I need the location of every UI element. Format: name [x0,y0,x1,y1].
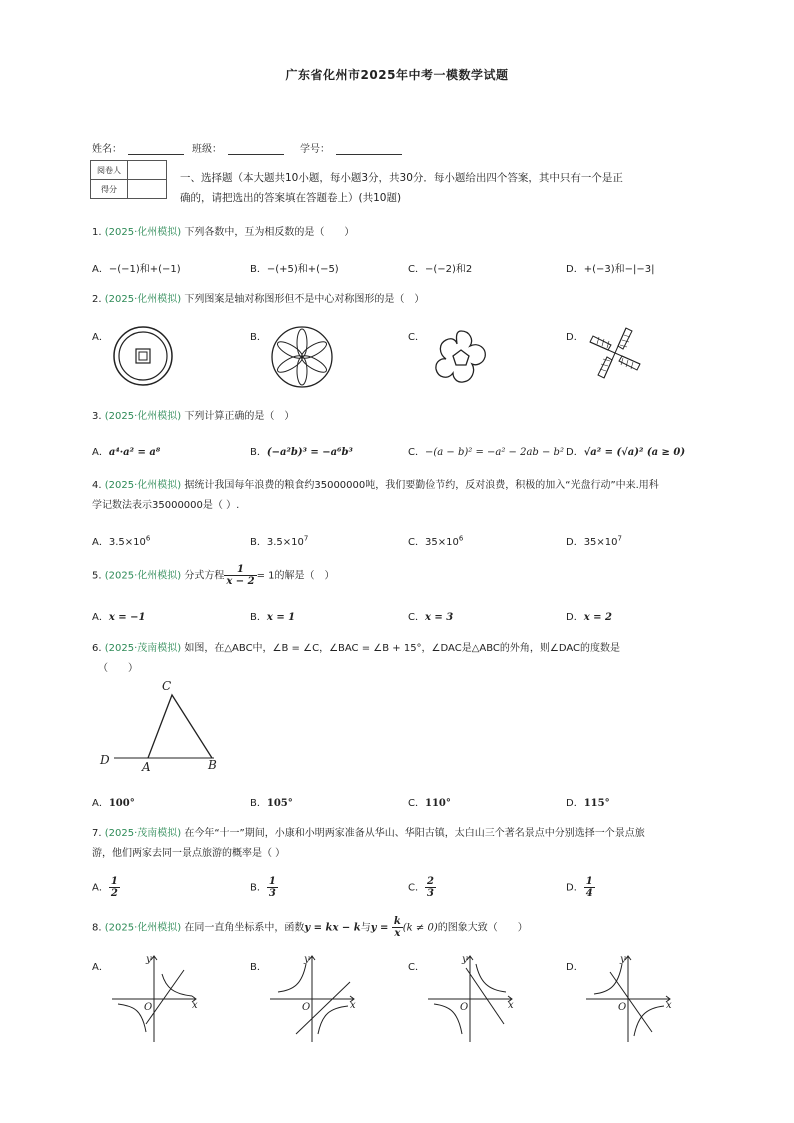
svg-text:O: O [144,1002,153,1013]
question-stem-line-1: 据统计我国每年浪费的粮食约35000000吨，我们要勤俭节约，反对浪费，积极的加入“光盘行动”中来.用科 [184,480,659,491]
q4-option-b[interactable]: B．$3.5\times 10^7$ [250,534,309,548]
q6-option-a[interactable]: A．100° [92,798,135,809]
q8-option-d[interactable]: D． [566,962,584,973]
question-number: 7. [92,828,102,839]
question-number: 3. [92,411,102,422]
q6-option-b[interactable]: B．105° [250,798,293,809]
q3-option-b[interactable]: B．(−a²b)³ = −a⁶b³ [250,447,353,458]
question-source: (2025·化州模拟) [104,227,182,238]
question-source: (2025·化州模拟) [104,411,182,422]
q4-option-a[interactable]: A．$3.5\times 10^6$ [92,534,151,548]
q7-option-d[interactable]: D． $\frac{1}{4}$ [566,876,593,899]
q1-option-a[interactable]: A．−(−1)和+(−1) [92,264,181,275]
svg-text:y: y [304,954,310,965]
q8-option-b[interactable]: B． [250,962,267,973]
q6-option-c[interactable]: C．110° [408,798,451,809]
question-stem-post: = 1的解是（ ） [256,570,335,582]
svg-text:x: x [192,1000,198,1011]
number-label: 学号： [300,144,330,155]
graph-b [268,952,360,1044]
option-math: (−a²b)³ = −a⁶b³ [266,447,353,458]
question-7 [92,824,692,864]
q1-option-d[interactable]: D．+(−3)和−|−3| [566,264,655,275]
q2-option-c[interactable]: C． [408,332,425,343]
option-math: √a² = (√a)² (a ≥ 0) [583,447,686,458]
question-stem-line-2: 游，他们两家去同一景点旅游的概率是（ ） [92,848,286,859]
q3-option-c[interactable]: C．−(a − b)² = −a² − 2ab − b² [408,447,564,458]
q5-option-b[interactable]: B．x = 1 [250,612,296,623]
q2-option-d[interactable]: D． [566,332,584,343]
question-8: 8. (2025·化州模拟) 在同一直角坐标系中，函数y = kx − k与y = $\frac{k}{x}$ (k ≠ 0)的图象大致（ ） [92,916,528,939]
option-math: −(a − b)² = −a² − 2ab − b² [424,447,564,458]
reviewer-value[interactable] [128,161,167,180]
q3-option-d[interactable]: D．√a² = (√a)² (a ≥ 0) [566,447,686,458]
section-line-2: 确的，请把选出的答案填在答题卷上）(共10题) [180,192,402,204]
q6-option-d[interactable]: D．115° [566,798,610,809]
question-4 [92,476,692,516]
question-6 [92,639,692,679]
name-field[interactable] [92,140,184,155]
question-source: (2025·化州模拟) [104,922,182,934]
score-cell: 得分 [91,180,128,199]
question-stem-line-1: 如图，在△ABC中，∠B = ∠C，∠BAC = ∠B + 15°，∠DAC是△ABC的外角，则∠DAC的度数是 [184,643,621,654]
q4-option-d[interactable]: D．$35\times 10^7$ [566,534,622,548]
page-title: 广东省化州市2025年中考一模数学试题 [285,68,509,82]
question-stem: 下列各数中，互为相反数的是（ ） [184,227,355,238]
graph-d [584,952,676,1044]
svg-text:O: O [618,1002,627,1013]
plum-blossom-figure [430,326,492,388]
question-stem: 下列图案是轴对称图形但不是中心对称图形的是（ ） [184,294,425,305]
vertex-label-a: A [142,760,151,774]
question-source: (2025·化州模拟) [104,570,182,582]
graph-a [110,952,202,1044]
score-table [90,160,167,199]
q1-option-b[interactable]: B．−(+5)和+(−5) [250,264,339,275]
question-stem-line-1: 在今年“十一”期间，小康和小明两家准备从华山、华阳古镇，太白山三个著名景点中分别选择一个景点旅 [184,828,645,839]
question-stem-pre: 在同一直角坐标系中，函数 [184,922,305,934]
q5-option-d[interactable]: D．x = 2 [566,612,612,623]
q7-option-b[interactable]: B． $\frac{1}{3}$ [250,876,276,899]
q5-option-c[interactable]: C．x = 3 [408,612,454,623]
q8-option-c[interactable]: C． [408,962,425,973]
q7-option-a[interactable]: A． $\frac{1}{2}$ [92,876,118,899]
question-stem-line-2: 学记数法表示35000000是（ ）. [92,500,240,511]
coin-figure [112,325,174,387]
vertex-label-d: D [100,753,110,767]
q8-option-a[interactable]: A． [92,962,109,973]
name-label: 姓名： [92,144,122,155]
vertex-label-b: B [208,758,217,772]
question-number: 5. [92,570,102,582]
svg-text:x: x [350,1000,356,1011]
question-stem-line-2: （ ） [98,663,138,674]
svg-text:x: x [666,1000,672,1011]
vertex-label-c: C [162,679,172,693]
question-number: 6. [92,643,102,654]
question-3 [92,407,692,427]
q3-option-a[interactable]: A．a⁴·a² = a⁸ [92,447,161,458]
question-1 [92,223,692,243]
class-field[interactable] [192,140,284,155]
question-5 [92,564,692,587]
question-2 [92,290,692,310]
svg-text:O: O [460,1002,469,1013]
question-number: 4. [92,480,102,491]
question-source: (2025·茂南模拟) [104,643,182,654]
question-number: 1. [92,227,102,238]
question-stem-pre: 分式方程 [184,570,225,582]
section-line-1: 一、选择题（本大题共10小题，每小题3分，共30分．每小题给出四个答案，其中只有一个是正 [180,172,623,184]
student-number-field[interactable] [300,140,402,155]
q5-option-a[interactable]: A．x = −1 [92,612,146,623]
class-label: 班级： [192,144,222,155]
question-source: (2025·化州模拟) [104,480,182,491]
option-math: a⁴·a² = a⁸ [108,447,161,458]
section-header [180,168,630,208]
q4-option-c[interactable]: C．$35\times 10^6$ [408,534,464,548]
svg-text:y: y [620,954,626,965]
q7-option-c[interactable]: C． $\frac{2}{3}$ [408,876,434,899]
svg-text:x: x [508,1000,514,1011]
q2-option-a[interactable]: A． [92,332,109,343]
equation-fraction: $\frac{1}{x - 2}$ [226,564,255,587]
svg-text:y: y [462,954,468,965]
q2-option-b[interactable]: B． [250,332,267,343]
question-stem: 下列计算正确的是（ ） [184,411,295,422]
windmill-figure [588,326,642,380]
flower-circle-figure [270,325,334,389]
triangle-figure [96,678,226,776]
q1-option-c[interactable]: C．−(−2)和2 [408,264,473,275]
question-source: (2025·化州模拟) [104,294,182,305]
reviewer-cell: 阅卷人 [91,161,128,180]
question-source: (2025·茂南模拟) [104,828,182,839]
question-number: 8. [92,922,102,934]
question-number: 2. [92,294,102,305]
graph-c [426,952,518,1044]
svg-text:O: O [302,1002,311,1013]
svg-text:y: y [146,954,152,965]
score-value[interactable] [128,180,167,199]
